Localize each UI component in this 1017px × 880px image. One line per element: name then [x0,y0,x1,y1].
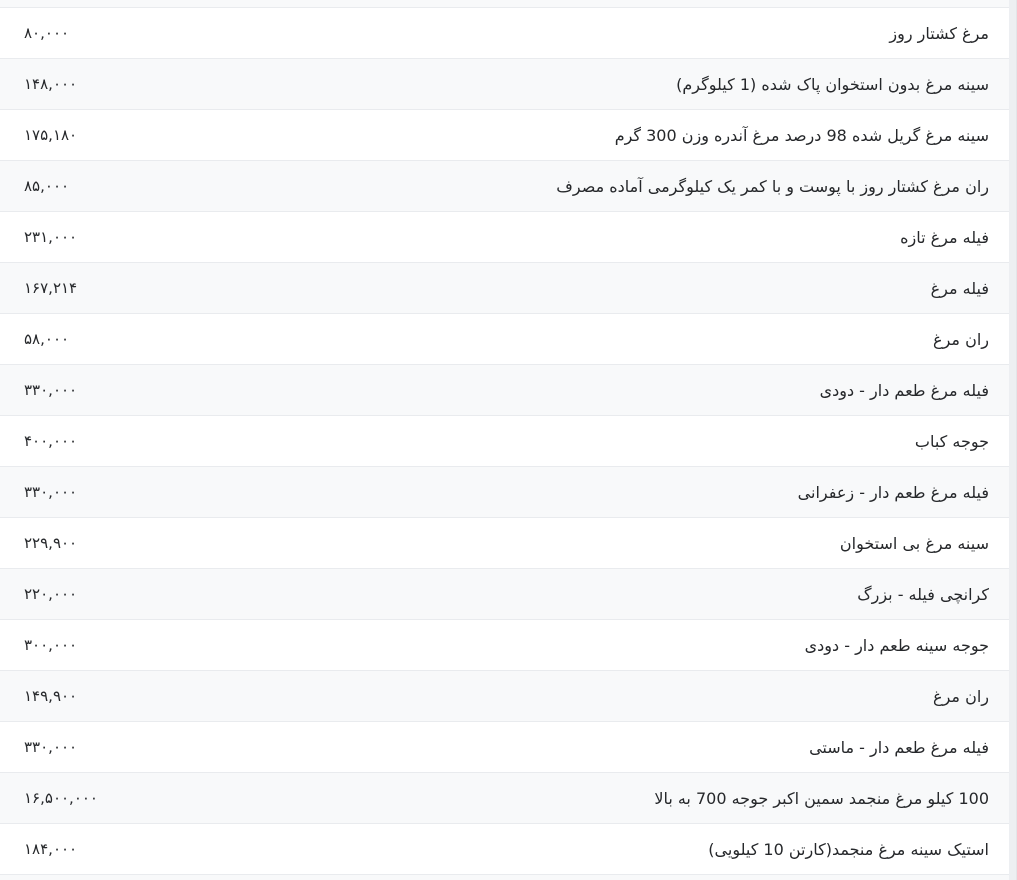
price-cell: ۳۰۰,۰۰۰ [24,636,78,654]
price-cell: ۳۳۰,۰۰۰ [24,483,78,501]
product-name-cell: فیله مرغ طعم دار - زعفرانی [797,482,989,502]
table-row [0,569,1009,620]
price-cell: ۵۸,۰۰۰ [24,330,70,348]
table-row [0,263,1009,314]
price-cell: ۸۵,۰۰۰ [24,177,70,195]
table-row [0,467,1009,518]
table-row [0,314,1009,365]
price-cell: ۱۶,۵۰۰,۰۰۰ [24,789,98,807]
product-name-cell: جوجه سینه طعم دار - دودی [804,635,989,655]
product-name-cell: کرانچی فیله - بزرگ [857,584,989,604]
table-row [0,110,1009,161]
table-row [0,620,1009,671]
table-row [0,59,1009,110]
product-name-cell: فیله مرغ [930,278,989,298]
product-name-cell: سینه مرغ بی استخوان [839,533,989,553]
price-cell: ۲۲۹,۹۰۰ [24,534,78,552]
price-cell: ۱۴۸,۰۰۰ [24,75,78,93]
price-cell: ۱۸۴,۰۰۰ [24,840,78,858]
product-name-cell: استیک سینه مرغ منجمد(کارتن 10 کیلویی) [708,839,989,859]
table-row [0,212,1009,263]
table-row [0,416,1009,467]
table-row [0,365,1009,416]
product-name-cell: فیله مرغ طعم دار - دودی [819,380,989,400]
price-cell: ۱۴۹,۹۰۰ [24,687,78,705]
table-row [0,518,1009,569]
price-cell: ۲۲۰,۰۰۰ [24,585,78,603]
scrollbar-track[interactable] [1009,0,1017,880]
table-row [0,671,1009,722]
price-cell: ۲۳۱,۰۰۰ [24,228,78,246]
price-cell: ۳۳۰,۰۰۰ [24,381,78,399]
product-name-cell: 100 کیلو مرغ منجمد سمین اکبر جوجه 700 به بالا [654,788,989,808]
table-row [0,8,1009,59]
table-row [0,161,1009,212]
product-name-cell: ران مرغ کشتار روز با پوست و با کمر یک کیلوگرمی آماده مصرف [556,176,989,196]
product-name-cell: فیله مرغ تازه [900,227,989,247]
table-row [0,773,1009,824]
product-name-cell: ران مرغ [933,329,989,349]
table-row [0,824,1009,875]
product-name-cell: فیله مرغ طعم دار - ماستی [809,737,989,757]
product-name-cell: سینه مرغ گریل شده 98 درصد مرغ آندره وزن 300 گرم [614,125,989,145]
partial-row-top [0,0,1009,8]
price-cell: ۸۰,۰۰۰ [24,24,70,42]
price-cell: ۱۶۷,۲۱۴ [24,279,78,297]
price-cell: ۴۰۰,۰۰۰ [24,432,78,450]
partial-row-bottom [0,875,1009,880]
table-body [0,8,1009,875]
table-row [0,722,1009,773]
price-cell: ۳۳۰,۰۰۰ [24,738,78,756]
product-name-cell: سینه مرغ بدون استخوان پاک شده (1 کیلوگرم) [676,74,989,94]
product-name-cell: جوجه کباب [914,431,989,451]
price-cell: ۱۷۵,۱۸۰ [24,126,78,144]
product-name-cell: مرغ کشتار روز [889,23,989,43]
product-name-cell: ران مرغ [933,686,989,706]
